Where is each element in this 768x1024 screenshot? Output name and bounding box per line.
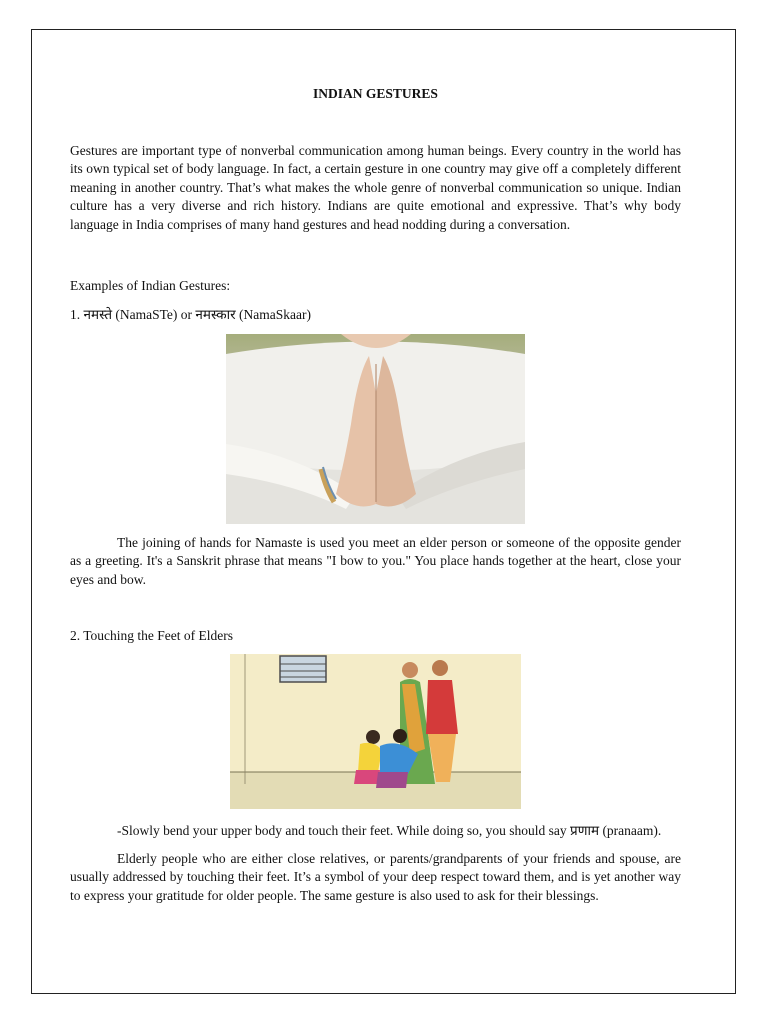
touching-feet-drawing [230,654,521,809]
examples-heading: Examples of Indian Gestures: [70,278,231,294]
namaste-illustration [226,334,525,524]
document-content [70,86,681,905]
touching-feet-illustration [230,654,521,809]
item1-heading: 1. नमस्ते (NamaSTe) or नमस्कार (NamaSkaar) [70,307,311,323]
item2-description: Elderly people who are either close relatives, or parents/grandparents of your friends and spouse, are usually addressed by touching their feet. It’s a symbol of your deep respect toward them, and is yet another way to express your gratitude for older people. The same gesture is also used to ask for their blessings. [70,850,681,903]
document-title: INDIAN GESTURES [313,86,438,101]
namaste-photo [226,334,525,524]
intro-paragraph: Gestures are important type of nonverbal communication among human beings. Every country in the world has its own typical set of body language. In fact, a certain gesture in one country may give off a completely different meaning in another country. That’s what makes the whole genre of nonverbal communication so unique. Indian culture has a very diverse and rich history. Indians are quite emotional and expressive. That’s why body language in India comprises of many hand gestures and head nodding during a conversation. [70,143,681,232]
item1-description: The joining of hands for Namaste is used you meet an elder person or someone of the opposite gender as a greeting. It's a Sanskrit phrase that means "I bow to you." You place hands together at the heart, close your eyes and bow. [70,534,681,587]
item2-heading: 2. Touching the Feet of Elders [70,628,234,644]
item2-instruction: -Slowly bend your upper body and touch their feet. While doing so, you should say प्रणाम (pranaam). [117,823,662,839]
